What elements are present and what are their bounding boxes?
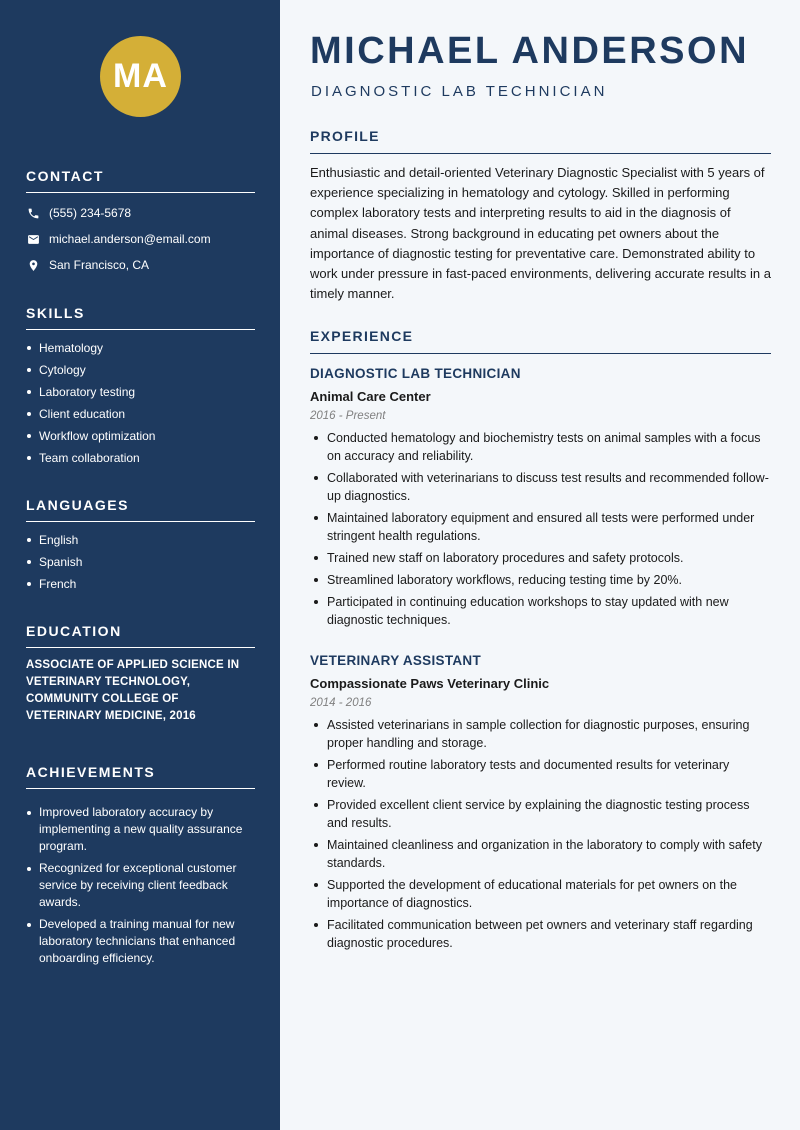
job-bullet: Maintained laboratory equipment and ensured all tests were performed under stringent health regulations. [310,509,771,545]
education-heading: EDUCATION [26,623,255,648]
achievements-heading: ACHIEVEMENTS [26,764,255,789]
achievement-item: Recognized for exceptional customer service by receiving client feedback awards. [26,860,255,911]
languages-section [26,497,255,595]
sidebar [0,0,280,1130]
job-company: Animal Care Center [310,389,431,404]
achievements-list [26,804,255,967]
job-bullets [310,429,771,629]
avatar [100,36,181,117]
contact-phone [26,200,255,226]
education-section [26,623,255,725]
skill-item: Hematology [26,337,255,359]
languages-heading: LANGUAGES [26,497,255,522]
skills-section [26,305,255,469]
contact-phone-text: (555) 234-5678 [49,206,132,220]
job-dates: 2014 - 2016 [310,697,372,709]
language-item: French [26,573,255,595]
job-bullet: Trained new staff on laboratory procedures and safety protocols. [310,549,771,567]
job-bullet: Facilitated communication between pet owners and veterinary staff regarding diagnostic procedures. [310,916,771,952]
phone-icon [26,206,40,220]
job-bullet: Conducted hematology and biochemistry tests on animal samples with a focus on accuracy and reliability. [310,429,771,465]
job-bullets [310,716,771,952]
profile-section [310,128,771,304]
job-entry [310,366,771,633]
languages-list [26,529,255,595]
language-item: English [26,529,255,551]
main-content [280,0,800,1130]
language-item: Spanish [26,551,255,573]
education-entry: ASSOCIATE OF APPLIED SCIENCE IN VETERINARY TECHNOLOGY, COMMUNITY COLLEGE OF VETERINARY MEDICINE, 2016 [26,659,240,722]
candidate-name: MICHAEL ANDERSON [310,30,750,72]
contact-heading: CONTACT [26,168,255,193]
job-bullet: Supported the development of educational materials for pet owners on the importance of diagnostics. [310,876,771,912]
job-dates: 2016 - Present [310,410,386,422]
job-bullet: Streamlined laboratory workflows, reducing testing time by 20%. [310,571,771,589]
candidate-role: DIAGNOSTIC LAB TECHNICIAN [311,83,608,100]
job-title: DIAGNOSTIC LAB TECHNICIAN [310,366,521,381]
job-title: VETERINARY ASSISTANT [310,653,482,668]
job-bullet: Performed routine laboratory tests and documented results for veterinary review. [310,756,771,792]
contact-email [26,226,255,252]
job-bullet: Collaborated with veterinarians to discuss test results and recommended follow-up diagnostics. [310,469,771,505]
job-company: Compassionate Paws Veterinary Clinic [310,676,550,691]
profile-text: Enthusiastic and detail-oriented Veterinary Diagnostic Specialist with 5 years of experience specializing in hematology and cytology. Skilled in performing complex laboratory tests and interpreting results to aid in the diagnosis of animal diseases. Strong background in educating pet owners about the importance of diagnostic testing for preventative care. Demonstrated ability to work under pressure in fast-paced environments, delivering accurate results in a timely manner. [310,165,772,302]
job-entry [310,653,771,956]
job-bullet: Provided excellent client service by explaining the diagnostic testing process and results. [310,796,771,832]
mail-icon [26,232,40,246]
achievements-section [26,764,255,972]
achievement-item: Developed a training manual for new laboratory technicians that enhanced onboarding efficiency. [26,916,255,967]
contact-location [26,252,255,278]
contact-location-text: San Francisco, CA [49,258,150,272]
contact-section [26,168,255,278]
skill-item: Client education [26,403,255,425]
skill-item: Cytology [26,359,255,381]
achievement-item: Improved laboratory accuracy by implementing a new quality assurance program. [26,804,255,855]
job-bullet: Participated in continuing education workshops to stay updated with new diagnostic techniques. [310,593,771,629]
contact-email-text: michael.anderson@email.com [49,232,211,246]
experience-heading: EXPERIENCE [310,328,771,354]
profile-heading: PROFILE [310,128,771,154]
avatar-initials: MA [113,57,168,95]
skills-heading: SKILLS [26,305,255,330]
skill-item: Laboratory testing [26,381,255,403]
job-bullet: Assisted veterinarians in sample collection for diagnostic purposes, ensuring proper handling and storage. [310,716,771,752]
job-bullet: Maintained cleanliness and organization in the laboratory to comply with safety standards. [310,836,771,872]
location-pin-icon [26,258,40,272]
skill-item: Workflow optimization [26,425,255,447]
experience-section [310,328,771,354]
skill-item: Team collaboration [26,447,255,469]
skills-list [26,337,255,469]
